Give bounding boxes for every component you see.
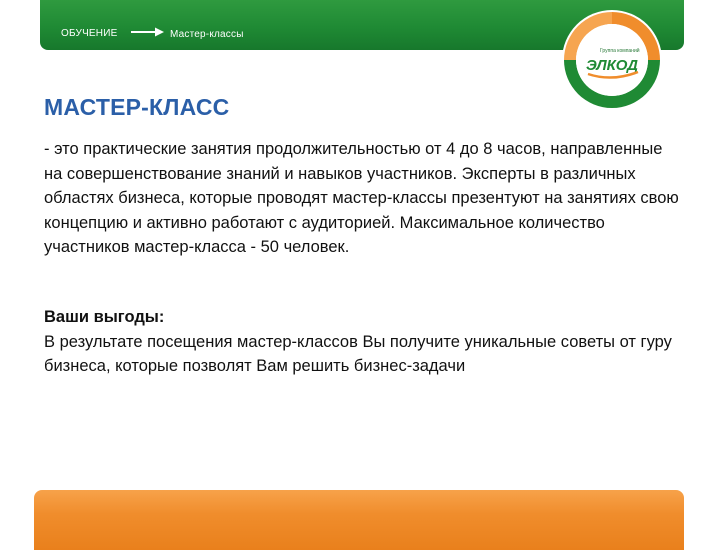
logo-brand-text: ЭЛКОД bbox=[585, 57, 639, 74]
breadcrumb-current: Мастер-классы bbox=[170, 29, 244, 40]
logo-small-text: Группа компаний bbox=[600, 48, 640, 54]
elkod-logo bbox=[560, 8, 664, 112]
footer-bar bbox=[34, 490, 684, 550]
benefits-label: Ваши выгоды: bbox=[44, 308, 165, 326]
breadcrumb-section[interactable]: ОБУЧЕНИЕ bbox=[61, 28, 118, 39]
arrow-right-icon bbox=[131, 27, 165, 37]
page-title: МАСТЕР-КЛАСС bbox=[44, 94, 230, 120]
benefits-text: В результате посещения мастер-классов Вы получите уникальные советы от гуру бизнеса, которые позволят Вам решить бизнес-задачи bbox=[44, 332, 672, 375]
definition-text: - это практические занятия продолжительностью от 4 до 8 часов, направленные на совершенствование знаний и навыков участников. Эксперты в различных областях бизнеса, которые проводят мастер-классы презентуют на занятиях свою концепцию и активно работают с аудиторией. Максимальное количество участников мастер-класса - 50 человек. bbox=[44, 140, 679, 256]
benefits-block bbox=[44, 305, 684, 379]
